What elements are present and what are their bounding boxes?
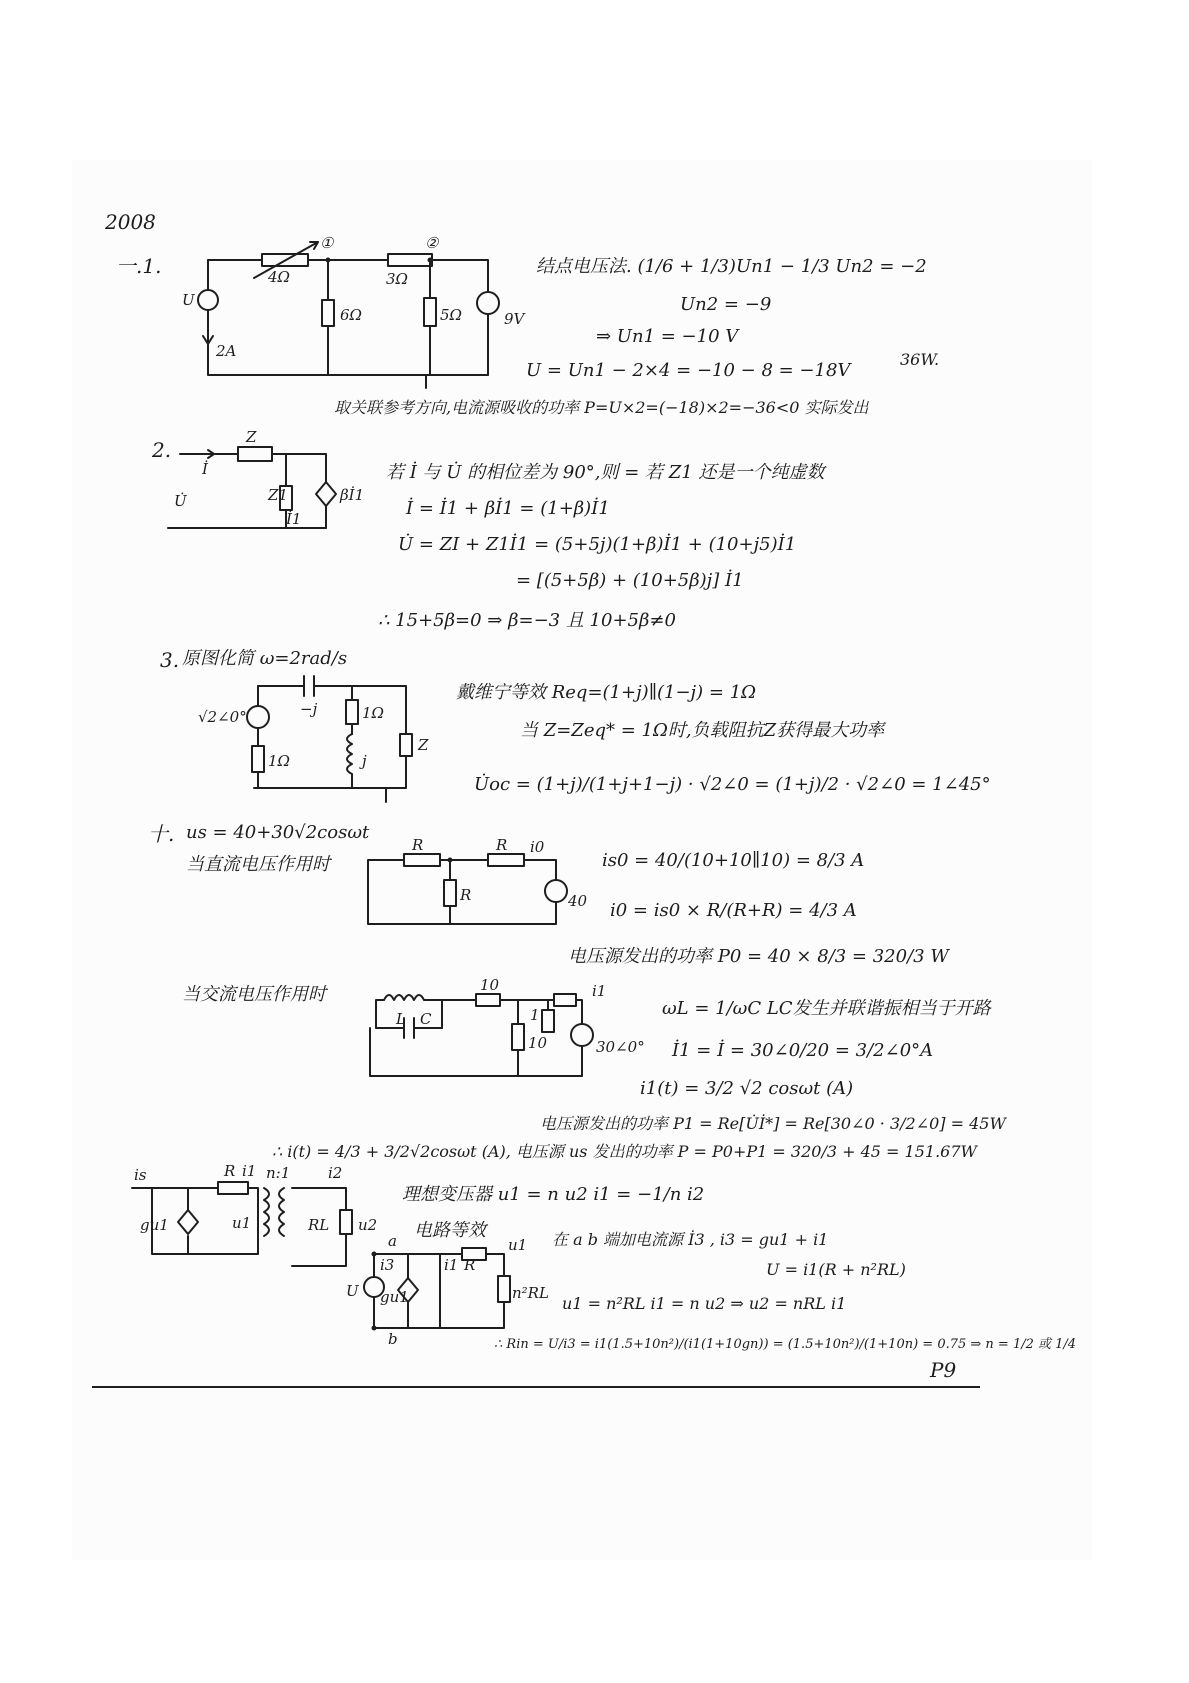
p5-line-4: U = i1(R + n²RL): [766, 1260, 906, 1279]
circuit-4b: [370, 976, 650, 1090]
p5-line-2: 电路等效: [414, 1220, 486, 1241]
problem-4-number: 十.: [148, 822, 175, 846]
p4-line-7: i1(t) = 3/2 √2 cosωt (A): [640, 1078, 854, 1099]
r2-label-4b: 10: [528, 1034, 548, 1052]
i1-label-4b: i1: [592, 982, 607, 1000]
p1-line-1: 结点电压法. (1/6 + 1/3)Un1 − 1/3 Un2 = −2: [536, 256, 927, 277]
p3-line-1: 戴维宁等效 Req=(1+j)∥(1−j) = 1Ω: [456, 682, 757, 703]
p4-sub: 当直流电压作用时: [186, 854, 330, 875]
p2-line-3: U̇ = ZI + Z1İ1 = (5+5j)(1+β)İ1 + (10+j5)İ1: [398, 534, 797, 555]
p5-line-1: 理想变压器 u1 = n u2 i1 = −1/n i2: [402, 1184, 705, 1205]
z-label-3: Z: [418, 736, 429, 754]
r-label-5: R: [224, 1162, 236, 1180]
u1-label-5: u1: [232, 1214, 252, 1232]
ind-label: j: [362, 752, 367, 770]
i1-label: İ1: [286, 510, 302, 528]
src-label-4b: 30∠0°: [596, 1038, 645, 1056]
r6-label: 6Ω: [340, 306, 362, 324]
problem-3-number: 3.: [160, 648, 180, 672]
r-label-5b: R: [464, 1256, 476, 1274]
footer-rule: [92, 1386, 980, 1388]
p4-line-2: i0 = is0 × R/(R+R) = 4/3 A: [610, 900, 857, 921]
z1-label: Z1: [268, 486, 288, 504]
p5-line-6: ∴ Rin = U/i3 = i1(1.5+10n²)/(i1(1+10gn)) = (1.5+10n²)/(1+10n) = 0.75 ⇒ n = 1/2 或 1/4: [494, 1337, 1077, 1352]
p1-power: 取关联参考方向,电流源吸收的功率 P=U×2=(−18)×2=−36<0 实际发出: [334, 398, 869, 417]
i1-label-5: i1: [242, 1162, 257, 1180]
i3-label: i3: [380, 1256, 395, 1274]
p2-line-5: ∴ 15+5β=0 ⇒ β=−3 且 10+5β≠0: [378, 610, 676, 631]
r10-label: 10: [480, 976, 500, 994]
p4-sub2: 当交流电压作用时: [182, 984, 326, 1005]
p4-line-5: ωL = 1/ωC LC发生并联谐振相当于开路: [662, 998, 991, 1019]
r1-label-4b: 1: [530, 1006, 540, 1024]
r3-label: 3Ω: [386, 270, 408, 288]
problem-2-number: 2.: [152, 438, 172, 462]
cap-label: −j: [300, 700, 318, 718]
i0-label: i0: [530, 838, 545, 856]
problem-1-number: 一.1.: [116, 254, 162, 278]
p1-line-4: U = Un1 − 2×4 = −10 − 8 = −18V: [526, 360, 851, 381]
circuit-1: [180, 230, 540, 390]
u2-label: u2: [358, 1216, 378, 1234]
bi-label: βİ1: [340, 486, 365, 504]
r4-label: 4Ω: [268, 268, 290, 286]
p4-line-6: İ1 = İ = 30∠0/20 = 3/2∠0°A: [672, 1040, 934, 1061]
n1-label: n:1: [266, 1164, 291, 1182]
p3-head: 原图化简 ω=2rad/s: [182, 648, 348, 669]
p4-power1: 电压源发出的功率 P1 = Re[U̇İ*] = Re[30∠0 · 3/2∠0] = 45W: [540, 1114, 1006, 1133]
gu-label-5b: gu1: [380, 1288, 409, 1306]
p1-line-2: Un2 = −9: [680, 294, 772, 315]
p4-power0: 电压源发出的功率 P0 = 40 × 8/3 = 320/3 W: [568, 946, 949, 967]
a-label: a: [388, 1232, 397, 1250]
p4-line-1: is0 = 40/(10+10∥10) = 8/3 A: [602, 850, 865, 871]
src-label-3: √2∠0°: [198, 708, 247, 726]
i-label: İ: [202, 460, 208, 478]
node-1-label: ①: [320, 234, 334, 252]
p4-head: us = 40+30√2cosωt: [186, 822, 370, 843]
p4-total: ∴ i(t) = 4/3 + 3/2√2cosωt (A), 电压源 us 发出的功率 P = P0+P1 = 320/3 + 45 = 151.67W: [272, 1142, 977, 1161]
p3-line-3: U̇oc = (1+j)/(1+j+1−j) · √2∠0 = (1+j)/2 · √2∠0 = 1∠45°: [474, 774, 991, 795]
r1-label-4: R: [412, 836, 424, 854]
u-label-2: U̇: [174, 492, 187, 510]
r5-label: 5Ω: [440, 306, 462, 324]
circuit-2: [168, 430, 368, 540]
p2-line-4: = [(5+5β) + (10+5β)j] İ1: [516, 570, 744, 591]
i1-label-5b: i1: [444, 1256, 459, 1274]
l-label: L: [396, 1010, 406, 1028]
p1-note: 36W.: [900, 350, 940, 369]
b-label: b: [388, 1330, 398, 1348]
p1-line-3: ⇒ Un1 = −10 V: [596, 326, 739, 347]
p3-line-2: 当 Z=Zeq* = 1Ω时,负载阻抗Z获得最大功率: [520, 720, 885, 741]
gu-label: gu1: [140, 1216, 169, 1234]
is-label: is: [134, 1166, 147, 1184]
u1-label-5b: u1: [508, 1236, 528, 1254]
r1-label-3: 1Ω: [268, 752, 290, 770]
u-label-5b: U: [346, 1282, 359, 1300]
r2-label-4: R: [496, 836, 508, 854]
i2-label: 2A: [216, 342, 237, 360]
p5-line-3: 在 a b 端加电流源 İ3 , i3 = gu1 + i1: [552, 1230, 829, 1249]
p2-line-2: İ = İ1 + βİ1 = (1+β)İ1: [406, 498, 610, 519]
r3-label-4: R: [460, 886, 472, 904]
r2-label-3: 1Ω: [362, 704, 384, 722]
circuit-4a: [360, 836, 590, 936]
u-label: U: [182, 291, 195, 309]
circuit-5b: [340, 1232, 550, 1348]
circuit-3: [196, 676, 436, 806]
page-number: P9: [930, 1358, 957, 1382]
v40-label: 40: [568, 892, 588, 910]
i2-label-5: i2: [328, 1164, 343, 1182]
p5-line-5: u1 = n²RL i1 = n u2 ⇒ u2 = nRL i1: [562, 1294, 847, 1313]
c-label: C: [420, 1010, 432, 1028]
node-2-label: ②: [425, 234, 439, 252]
p2-line-1: 若 İ 与 U̇ 的相位差为 90°,则 = 若 Z1 还是一个纯虚数: [386, 462, 825, 483]
n2rl-label: n²RL: [512, 1284, 549, 1302]
year-label: 2008: [105, 210, 156, 234]
v9-label: 9V: [504, 310, 525, 328]
rl-label: RL: [308, 1216, 330, 1234]
z-label: Z: [246, 428, 257, 446]
